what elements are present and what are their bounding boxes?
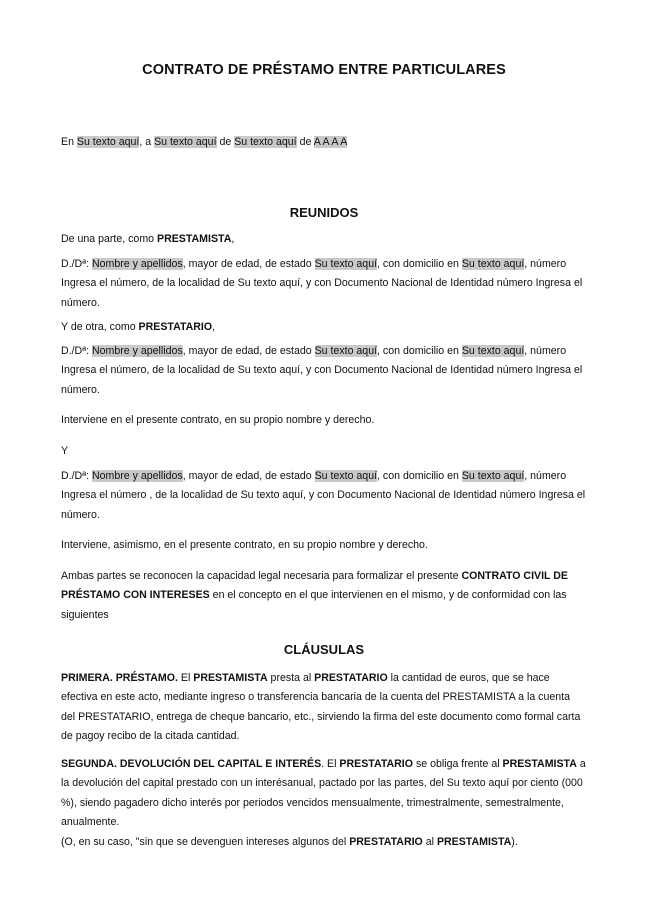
placeholder-field[interactable]: Su texto aquí xyxy=(314,470,378,482)
bold-text: PRESTATARIO xyxy=(314,672,388,684)
paragraph-prestamista xyxy=(61,230,587,249)
text: , con domicilio en xyxy=(377,258,462,270)
bold-text: SEGUNDA. DEVOLUCIÓN DEL CAPITAL E INTERÉS xyxy=(61,758,322,770)
intervenes-paragraph-1: Interviene en el presente contrato, en su propio nombre y derecho. xyxy=(61,414,375,426)
bold-text: CONTRATO CIVIL DE PRÉSTAMO CON INTERESES xyxy=(61,570,568,602)
clause-primera xyxy=(61,669,587,746)
text: , xyxy=(212,321,216,333)
text: Ambas partes se reconocen la capacidad legal necesaria para formalizar el presente xyxy=(61,570,462,582)
placeholder-field[interactable]: Su texto aquí xyxy=(314,345,378,357)
text: a la devolución del capital prestado con un interésanual, pactado por las partes, del Su texto aquí por ciento (000 %), siendo pagadero dicho interés por periodos vencidos mensualmente, trimestralmente, semestralmente, anualmente. xyxy=(61,758,586,828)
placeholder-field[interactable]: Nombre y apellidos xyxy=(92,345,183,357)
text: , a xyxy=(139,136,155,148)
intro-paragraph xyxy=(61,133,587,152)
clause-segunda xyxy=(61,755,587,832)
text: El xyxy=(177,672,194,684)
bold-text: PRESTAMISTA xyxy=(436,836,512,848)
text: . El xyxy=(321,758,340,770)
text: de xyxy=(296,136,314,148)
bold-text: PRIMERA. PRÉSTAMO. xyxy=(61,672,178,684)
text: , mayor de edad, de estado xyxy=(182,345,315,357)
text: D./Dª: xyxy=(61,345,92,357)
party3-paragraph xyxy=(61,467,587,525)
bold-text: PRESTATARIO xyxy=(339,758,413,770)
placeholder-field[interactable]: Nombre y apellidos xyxy=(92,258,183,270)
text: D./Dª: xyxy=(61,470,92,482)
heading-clausulas: CLÁUSULAS xyxy=(283,642,365,657)
conjunction-y: Y xyxy=(61,445,69,457)
text: de xyxy=(216,136,235,148)
text: En xyxy=(61,136,77,148)
text: , número Ingresa el número, de la localidad de Su texto aquí, y con Documento Nacional de Identidad número Ingresa el número. xyxy=(61,345,583,396)
intervenes-paragraph-2: Interviene, asimismo, en el presente contrato, en su propio nombre y derecho. xyxy=(61,539,428,551)
placeholder-field[interactable]: Su texto aquí xyxy=(234,136,297,148)
ambas-partes-paragraph xyxy=(61,567,587,625)
text: , número Ingresa el número , de la localidad de Su texto aquí, y con Documento Nacional de Identidad número Ingresa el número. xyxy=(61,470,586,521)
text: , número Ingresa el número, de la localidad de Su texto aquí, y con Documento Nacional de Identidad número Ingresa el número. xyxy=(61,258,583,309)
party2-paragraph xyxy=(61,342,587,400)
placeholder-field[interactable]: Su texto aquí xyxy=(314,258,378,270)
placeholder-field[interactable]: Su texto aquí xyxy=(154,136,217,148)
placeholder-field[interactable]: Su texto aquí xyxy=(461,345,525,357)
placeholder-field[interactable]: Su texto aquí xyxy=(461,258,525,270)
paragraph-prestatario xyxy=(61,318,587,337)
text: , mayor de edad, de estado xyxy=(182,258,315,270)
placeholder-field[interactable]: Su texto aquí xyxy=(76,136,140,148)
placeholder-field[interactable]: Nombre y apellidos xyxy=(92,470,183,482)
text: ). xyxy=(511,836,518,848)
bold-text: PRESTAMISTA xyxy=(193,672,268,684)
text: (O, en su caso, "sin que se devenguen intereses algunos del xyxy=(61,836,350,848)
bold-text: PRESTATARIO xyxy=(138,321,213,333)
text: en el concepto en el que intervienen en el mismo, y de conformidad con las siguientes xyxy=(61,589,567,621)
text: De una parte, como xyxy=(61,233,157,245)
heading-reunidos: REUNIDOS xyxy=(289,205,359,220)
text: presta al xyxy=(267,672,315,684)
bold-text: PRESTATARIO xyxy=(349,836,423,848)
placeholder-field[interactable]: A A A A xyxy=(313,136,348,148)
placeholder-field[interactable]: Su texto aquí xyxy=(461,470,525,482)
text: Y de otra, como xyxy=(61,321,139,333)
text: la cantidad de euros, que se hace efectiva en este acto, mediante ingreso o transferencia bancaria de la cuenta del PRESTAMISTA a la cuenta del PRESTATARIO, entrega de cheque bancario, etc., sirviendo la firma del este documento como formal carta de pagoy recibo de la citada cantidad. xyxy=(61,672,581,742)
text: , con domicilio en xyxy=(377,345,462,357)
text: , mayor de edad, de estado xyxy=(182,470,315,482)
party1-paragraph xyxy=(61,255,587,313)
bold-text: PRESTAMISTA xyxy=(502,758,577,770)
text: al xyxy=(422,836,437,848)
bold-text: PRESTAMISTA xyxy=(157,233,232,245)
text: , con domicilio en xyxy=(377,470,462,482)
clause-alternative xyxy=(61,833,587,852)
text: D./Dª: xyxy=(61,258,92,270)
document-title: CONTRATO DE PRÉSTAMO ENTRE PARTICULARES xyxy=(142,62,506,78)
text: , xyxy=(231,233,235,245)
text: se obliga frente al xyxy=(413,758,503,770)
